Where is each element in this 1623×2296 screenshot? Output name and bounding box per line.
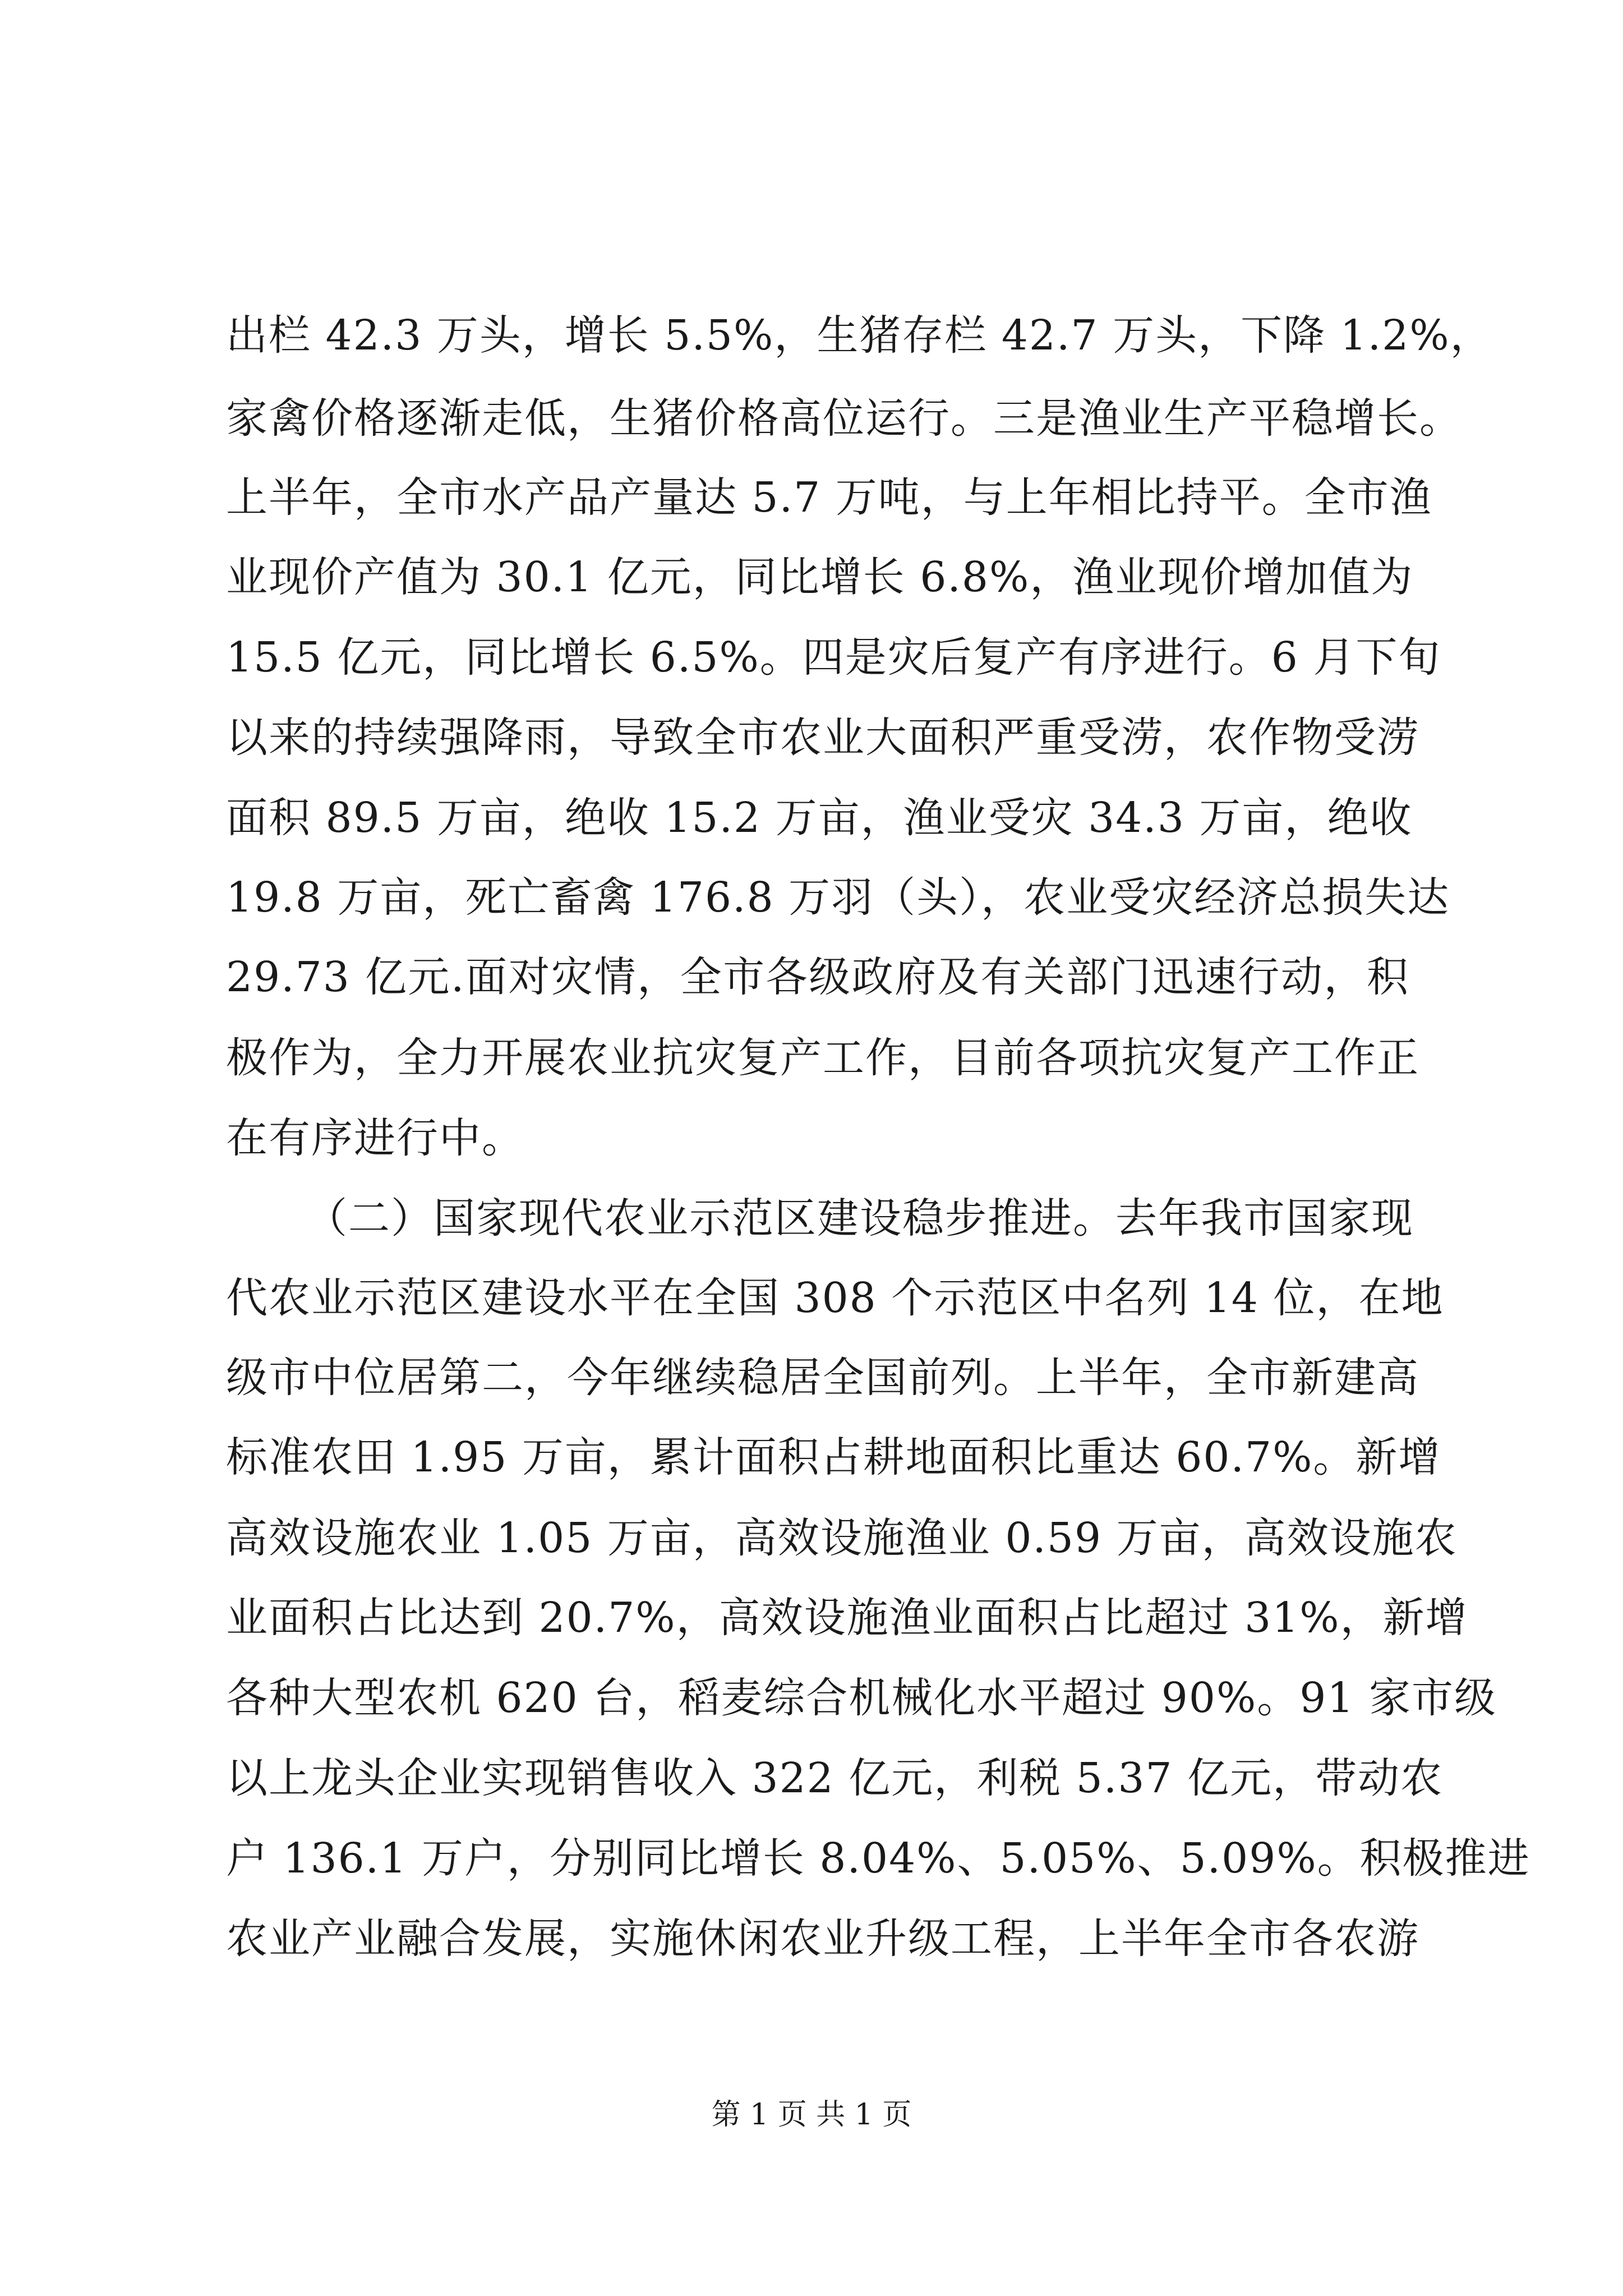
text-line: 以来的持续强降雨，导致全市农业大面积严重受涝，农作物受涝 [226,714,1419,762]
text-line: 19.8 万亩，死亡畜禽 176.8 万羽（头），农业受灾经济总损失达 [226,873,1450,922]
text-line: 上半年，全市水产品产量达 5.7 万吨，与上年相比持平。全市渔 [226,473,1432,522]
text-line: 以上龙头企业实现销售收入 322 亿元，利税 5.37 亿元，带动农 [226,1754,1444,1802]
text-line: 代农业示范区建设水平在全国 308 个示范区中名列 14 位，在地 [226,1274,1444,1322]
text-line: 业现价产值为 30.1 亿元，同比增长 6.8%，渔业现价增加值为 [226,553,1414,601]
text-line: 29.73 亿元.面对灾情，全市各级政府及有关部门迅速行动，积 [226,953,1409,1001]
text-line: 业面积占比达到 20.7%，高效设施渔业面积占比超过 31%，新增 [226,1594,1468,1642]
text-line: 高效设施农业 1.05 万亩，高效设施渔业 0.59 万亩，高效设施农 [226,1514,1458,1562]
text-line: 在有序进行中。 [226,1114,524,1162]
text-line: 面积 89.5 万亩，绝收 15.2 万亩，渔业受灾 34.3 万亩，绝收 [226,794,1413,842]
page-footer: 第 1 页 共 1 页 [711,2098,912,2132]
text-line: 级市中位居第二，今年继续稳居全国前列。上半年，全市新建高 [226,1354,1419,1402]
text-line: 农业产业融合发展，实施休闲农业升级工程，上半年全市各农游 [226,1915,1419,1963]
text-line: 标准农田 1.95 万亩，累计面积占耕地面积比重达 60.7%。新增 [226,1433,1441,1481]
text-line: 出栏 42.3 万头，增长 5.5%，生猪存栏 42.7 万头，下降 1.2%， [226,311,1493,360]
text-line: 户 136.1 万户，分别同比增长 8.04%、5.05%、5.09%。积极推进 [226,1834,1530,1883]
text-line: 家禽价格逐渐走低，生猪价格高位运行。三是渔业生产平稳增长。 [226,394,1462,443]
text-line: 15.5 亿元，同比增长 6.5%。四是灾后复产有序进行。6 月下旬 [226,633,1441,682]
section-heading-line: （二）国家现代农业示范区建设稳步推进。去年我市国家现 [306,1194,1414,1243]
text-line: 极作为，全力开展农业抗灾复产工作，目前各项抗灾复产工作正 [226,1034,1419,1082]
text-line: 各种大型农机 620 台，稻麦综合机械化水平超过 90%。91 家市级 [226,1674,1497,1722]
